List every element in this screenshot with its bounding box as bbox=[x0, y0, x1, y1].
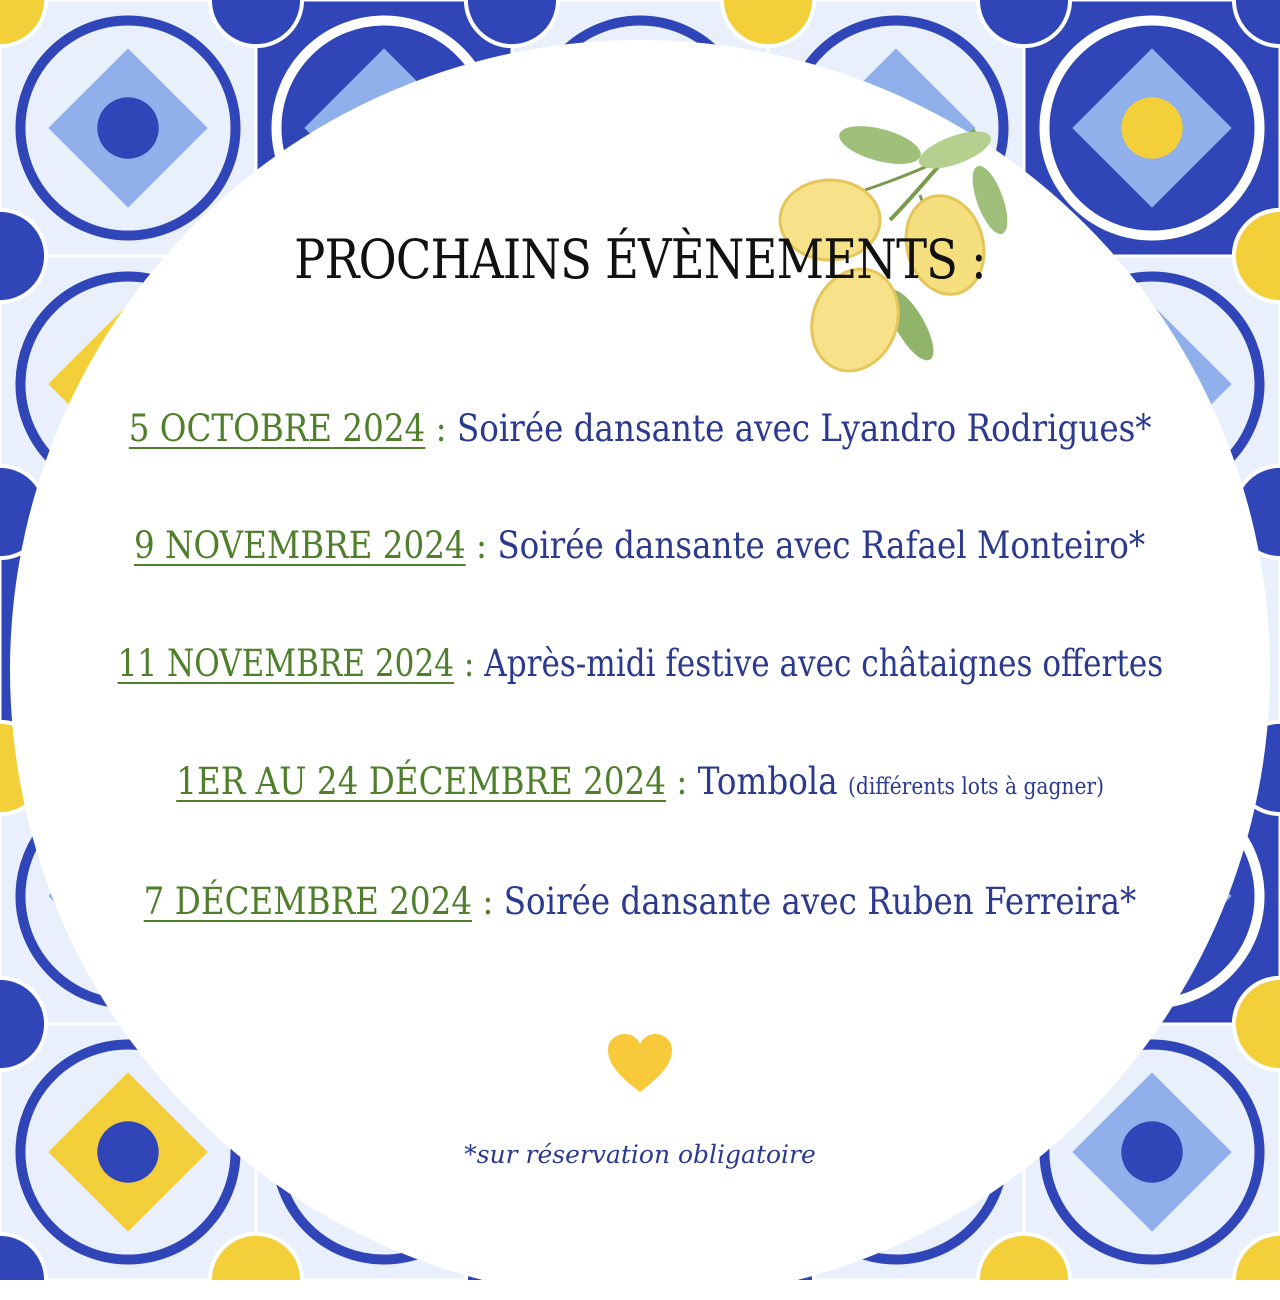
event-description: Après-midi festive avec châtaignes offertes bbox=[483, 642, 1163, 685]
event-row bbox=[0, 642, 1280, 685]
event-note: (différents lots à gagner) bbox=[847, 774, 1104, 800]
event-date: 11 NOVEMBRE 2024 bbox=[117, 642, 454, 685]
event-separator: : bbox=[466, 524, 498, 567]
event-description: Soirée dansante avec Ruben Ferreira* bbox=[503, 880, 1137, 923]
event-row bbox=[0, 407, 1280, 450]
event-row bbox=[0, 880, 1280, 923]
event-separator: : bbox=[665, 760, 698, 803]
event-description: Soirée dansante avec Rafael Monteiro* bbox=[497, 524, 1146, 567]
event-row bbox=[0, 760, 1280, 803]
event-date: 5 OCTOBRE 2024 bbox=[128, 407, 426, 450]
event-date: 1ER AU 24 DÉCEMBRE 2024 bbox=[176, 760, 666, 803]
event-separator: : bbox=[425, 407, 457, 450]
event-separator: : bbox=[453, 642, 484, 685]
event-row bbox=[0, 524, 1280, 567]
event-separator: : bbox=[472, 880, 504, 923]
event-description: Tombola bbox=[697, 760, 838, 803]
event-description: Soirée dansante avec Lyandro Rodrigues* bbox=[456, 407, 1152, 450]
page-title: PROCHAINS ÉVÈNEMENTS : bbox=[294, 228, 986, 291]
event-date: 9 NOVEMBRE 2024 bbox=[134, 524, 467, 567]
reservation-footnote: *sur réservation obligatoire bbox=[464, 1140, 816, 1169]
event-date: 7 DÉCEMBRE 2024 bbox=[143, 880, 473, 923]
heart-icon bbox=[606, 1032, 674, 1094]
